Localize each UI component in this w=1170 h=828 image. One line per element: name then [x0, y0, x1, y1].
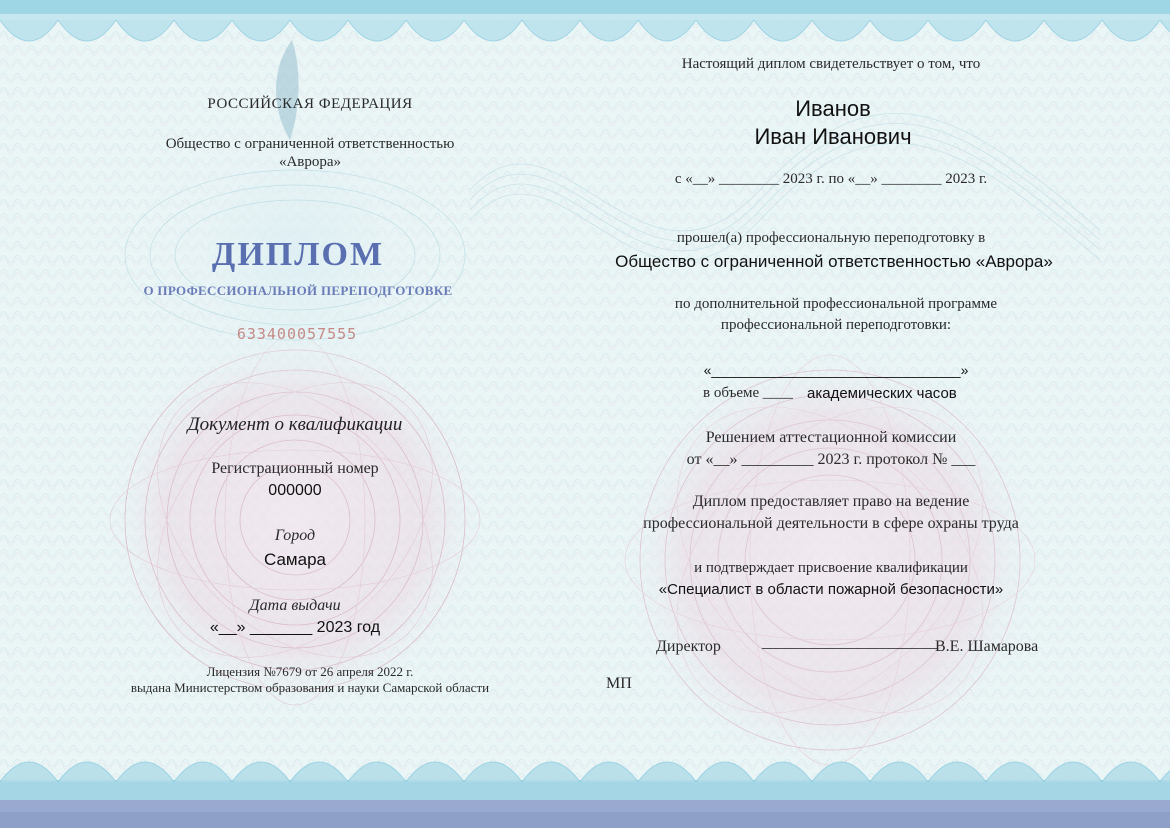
top-scallop: [696, 20, 754, 41]
document-type: Документ о квалификации: [187, 414, 403, 435]
registration-label: Регистрационный номер: [211, 460, 379, 477]
top-scallop: [812, 20, 870, 41]
top-scallop: [232, 20, 290, 41]
bottom-scallop: [290, 762, 348, 782]
top-scallop: [986, 20, 1044, 41]
top-scallop: [1044, 20, 1102, 41]
bottom-scallop: [870, 762, 928, 782]
rights-line2: профессиональной деятельности в сфере охраны труда: [643, 515, 1019, 532]
top-scallop: [638, 20, 696, 41]
top-scallop: [1102, 20, 1160, 41]
top-scallop: [348, 20, 406, 41]
certification-intro: Настоящий диплом свидетельствует о том, что: [681, 56, 981, 72]
issuer-org-line1: Общество с ограниченной ответственностью: [165, 136, 455, 152]
top-scallop: [174, 20, 232, 41]
director-name: В.Е. Шамарова: [935, 638, 1039, 655]
top-scallop: [522, 20, 580, 41]
country-name: РОССИЙСКАЯ ФЕДЕРАЦИЯ: [207, 96, 413, 112]
bottom-scallop: [754, 762, 812, 782]
bottom-scallop: [580, 762, 638, 782]
bottom-scallop: [696, 762, 754, 782]
bottom-scallop: [0, 762, 58, 782]
city-label: Город: [274, 527, 316, 544]
director-label: Директор: [656, 638, 721, 655]
bottom-scallop: [1044, 762, 1102, 782]
top-scallop: [116, 20, 174, 41]
rights-line1: Диплом предоставляет право на ведение: [692, 493, 970, 510]
top-scallop: [464, 20, 522, 41]
issue-date-label: Дата выдачи: [249, 597, 341, 614]
commission-decision: Решением аттестационной комиссии: [705, 429, 957, 446]
program-line1: по дополнительной профессиональной программе: [674, 296, 998, 312]
bottom-scallop: [928, 762, 986, 782]
top-scallop: [290, 20, 348, 41]
top-scallop: [1160, 20, 1170, 41]
holder-name: Иван Иванович: [754, 124, 912, 149]
bottom-scallop: [1160, 762, 1170, 782]
city-value: Самара: [264, 550, 326, 569]
bottom-scallop: [348, 762, 406, 782]
license-line1: Лицензия №7679 от 26 апреля 2022 г.: [206, 664, 414, 679]
bottom-scallop: [986, 762, 1044, 782]
study-period: с «__» ________ 2023 г. по «__» ________ 2023 г.: [674, 171, 988, 187]
top-scallop: [754, 20, 812, 41]
organization-full-name: Общество с ограниченной ответственностью «Аврора»: [615, 252, 1053, 271]
qualification-name: «Специалист в области пожарной безопасности»: [658, 581, 1004, 598]
top-scallop: [0, 20, 58, 41]
license-line2: выдана Министерством образования и науки Самарской области: [130, 680, 490, 695]
diploma-subtitle: О ПРОФЕССИОНАЛЬНОЙ ПЕРЕПОДГОТОВКЕ: [143, 283, 453, 298]
bottom-scallop: [116, 762, 174, 782]
diploma-title: ДИПЛОМ: [211, 236, 385, 273]
holder-surname: Иванов: [795, 96, 871, 121]
bottom-scallop: [522, 762, 580, 782]
qualification-confirm: и подтверждает присвоение квалификации: [694, 560, 968, 576]
issue-date-value: «__» _______ 2023 год: [209, 619, 381, 636]
bottom-scallop: [464, 762, 522, 782]
bottom-scallop: [174, 762, 232, 782]
registration-number: 000000: [268, 482, 322, 499]
director-signature-line: ______________________: [762, 634, 938, 651]
hours-prefix: в объеме ____: [703, 385, 793, 401]
top-scallop: [406, 20, 464, 41]
program-line2: профессиональной переподготовки:: [720, 317, 952, 333]
bottom-scallop: [406, 762, 464, 782]
top-scallop: [58, 20, 116, 41]
program-name-field: «________________________________»: [703, 362, 969, 378]
hours-suffix: академических часов: [807, 385, 957, 402]
bottom-scallop: [812, 762, 870, 782]
serial-number: 633400057555: [236, 325, 358, 343]
protocol-line: от «__» _________ 2023 г. протокол № ___: [686, 451, 976, 468]
top-scallop: [928, 20, 986, 41]
bottom-scallop: [232, 762, 290, 782]
top-scallop: [580, 20, 638, 41]
bottom-scallop: [58, 762, 116, 782]
bottom-scallop: [1102, 762, 1160, 782]
bottom-scallop: [638, 762, 696, 782]
stamp-place: МП: [606, 675, 632, 692]
issuer-org-line2: «Аврора»: [278, 154, 342, 170]
top-scallop: [870, 20, 928, 41]
retraining-passed: прошел(а) профессиональную переподготовку в: [676, 230, 986, 246]
